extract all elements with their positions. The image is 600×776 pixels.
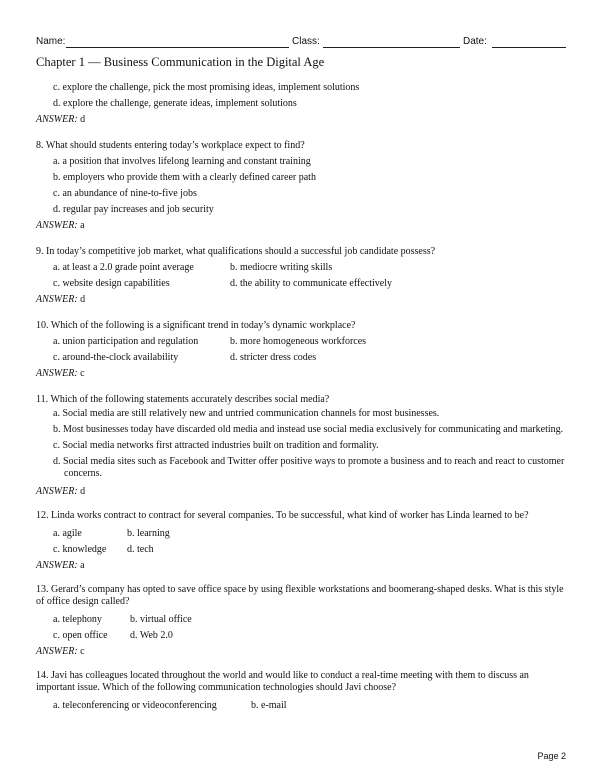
answer-value: a (80, 220, 85, 231)
option-b: b. employers who provide them with a clearly defined career path (53, 172, 316, 183)
answer-label: ANSWER: (36, 294, 78, 305)
option-row (36, 526, 566, 542)
class-label: Class: (292, 36, 320, 47)
option-b: b. mediocre writing skills (230, 262, 333, 273)
option-c: c. website design capabilities (53, 278, 170, 289)
answer-line (36, 292, 566, 308)
option-c: c. knowledge (53, 544, 107, 555)
option-a: a. a position that involves lifelong learning and constant training (53, 156, 311, 167)
option-d: d. regular pay increases and job security (53, 204, 214, 215)
question-text: 12. Linda works contract to contract for several companies. To be successful, what kind of worker has Linda learned to be? (36, 510, 529, 521)
answer-value: a (80, 560, 85, 571)
option-a: a. Social media are still relatively new and untried communication channels for most businesses. (53, 408, 440, 419)
option-row (36, 276, 566, 292)
answer-value: d (80, 114, 86, 125)
question-text: 13. Gerard’s company has opted to save office space by using flexible workstations and boomerang-shaped desks. What is this style of office design called? (36, 584, 564, 607)
option-a: a. telephony (53, 614, 102, 625)
option-b: b. learning (127, 528, 170, 539)
option-c: c. around-the-clock availability (53, 352, 179, 363)
option-row (36, 612, 566, 628)
question-8 (36, 138, 566, 234)
date-label: Date: (463, 36, 487, 47)
answer-line (36, 484, 566, 500)
question-text: 10. Which of the following is a significant trend in today’s dynamic workplace? (36, 320, 356, 331)
option-d: d. the ability to communicate effectively (230, 278, 392, 289)
answer-value: d (80, 486, 86, 497)
question-text: 11. Which of the following statements accurately describes social media? (36, 394, 330, 405)
question-text: 8. What should students entering today’s workplace expect to find? (36, 140, 305, 151)
option-d: d. tech (127, 544, 154, 555)
option-c: c. Social media networks first attracted industries built on tradition and formality. (53, 440, 379, 451)
answer-line (36, 644, 566, 660)
answer-value: d (80, 294, 86, 305)
question-text: 14. Javi has colleagues located throughout the world and would like to conduct a real-time meeting with them to discuss an important issue. Which of the following communication technologies should Javi choose? (36, 670, 529, 693)
header (36, 34, 566, 50)
answer-label: ANSWER: (36, 646, 78, 657)
option-d: d. explore the challenge, generate ideas, implement solutions (53, 98, 297, 109)
answer-line (36, 112, 566, 128)
option-row (36, 260, 566, 276)
class-line (323, 47, 460, 48)
option-row (36, 334, 566, 350)
answer-value: c (80, 368, 85, 379)
question-9 (36, 244, 566, 308)
option-d: d. Web 2.0 (130, 630, 173, 641)
question-12 (36, 510, 566, 574)
option-row (36, 698, 566, 714)
option-a: a. union participation and regulation (53, 336, 199, 347)
question-11 (36, 392, 566, 500)
option-a: a. at least a 2.0 grade point average (53, 262, 194, 273)
option-row (36, 350, 566, 366)
question-14 (36, 670, 566, 714)
answer-line (36, 558, 566, 574)
answer-label: ANSWER: (36, 114, 78, 125)
option-c: c. explore the challenge, pick the most promising ideas, implement solutions (53, 82, 360, 93)
question-7-tail (36, 80, 566, 128)
question-10 (36, 318, 566, 382)
option-a: a. agile (53, 528, 82, 539)
option-b: b. virtual office (130, 614, 192, 625)
name-line (66, 47, 289, 48)
question-13 (36, 584, 566, 660)
question-list (36, 80, 566, 714)
option-b: b. e-mail (251, 700, 287, 711)
answer-line (36, 366, 566, 382)
option-b: b. Most businesses today have discarded old media and instead use social media exclusively for communicating and marketing. (53, 424, 564, 435)
question-text: 9. In today’s competitive job market, what qualifications should a successful job candidate possess? (36, 246, 436, 257)
page-number: Page 2 (537, 751, 566, 761)
name-label: Name: (36, 36, 66, 47)
answer-label: ANSWER: (36, 368, 78, 379)
option-a: a. teleconferencing or videoconferencing (53, 700, 217, 711)
answer-label: ANSWER: (36, 220, 78, 231)
option-b: b. more homogeneous workforces (230, 336, 367, 347)
option-c: c. an abundance of nine-to-five jobs (53, 188, 197, 199)
answer-label: ANSWER: (36, 560, 78, 571)
answer-label: ANSWER: (36, 486, 78, 497)
option-row (36, 628, 566, 644)
chapter-title: Chapter 1 — Business Communication in the Digital Age (36, 55, 325, 69)
date-line (492, 47, 566, 48)
option-d: d. Social media sites such as Facebook and Twitter offer positive ways to promote a business and to reach and react to customer concerns. (53, 456, 565, 479)
option-c: c. open office (53, 630, 108, 641)
answer-line (36, 218, 566, 234)
answer-value: c (80, 646, 85, 657)
option-row (36, 542, 566, 558)
option-d: d. stricter dress codes (230, 352, 317, 363)
